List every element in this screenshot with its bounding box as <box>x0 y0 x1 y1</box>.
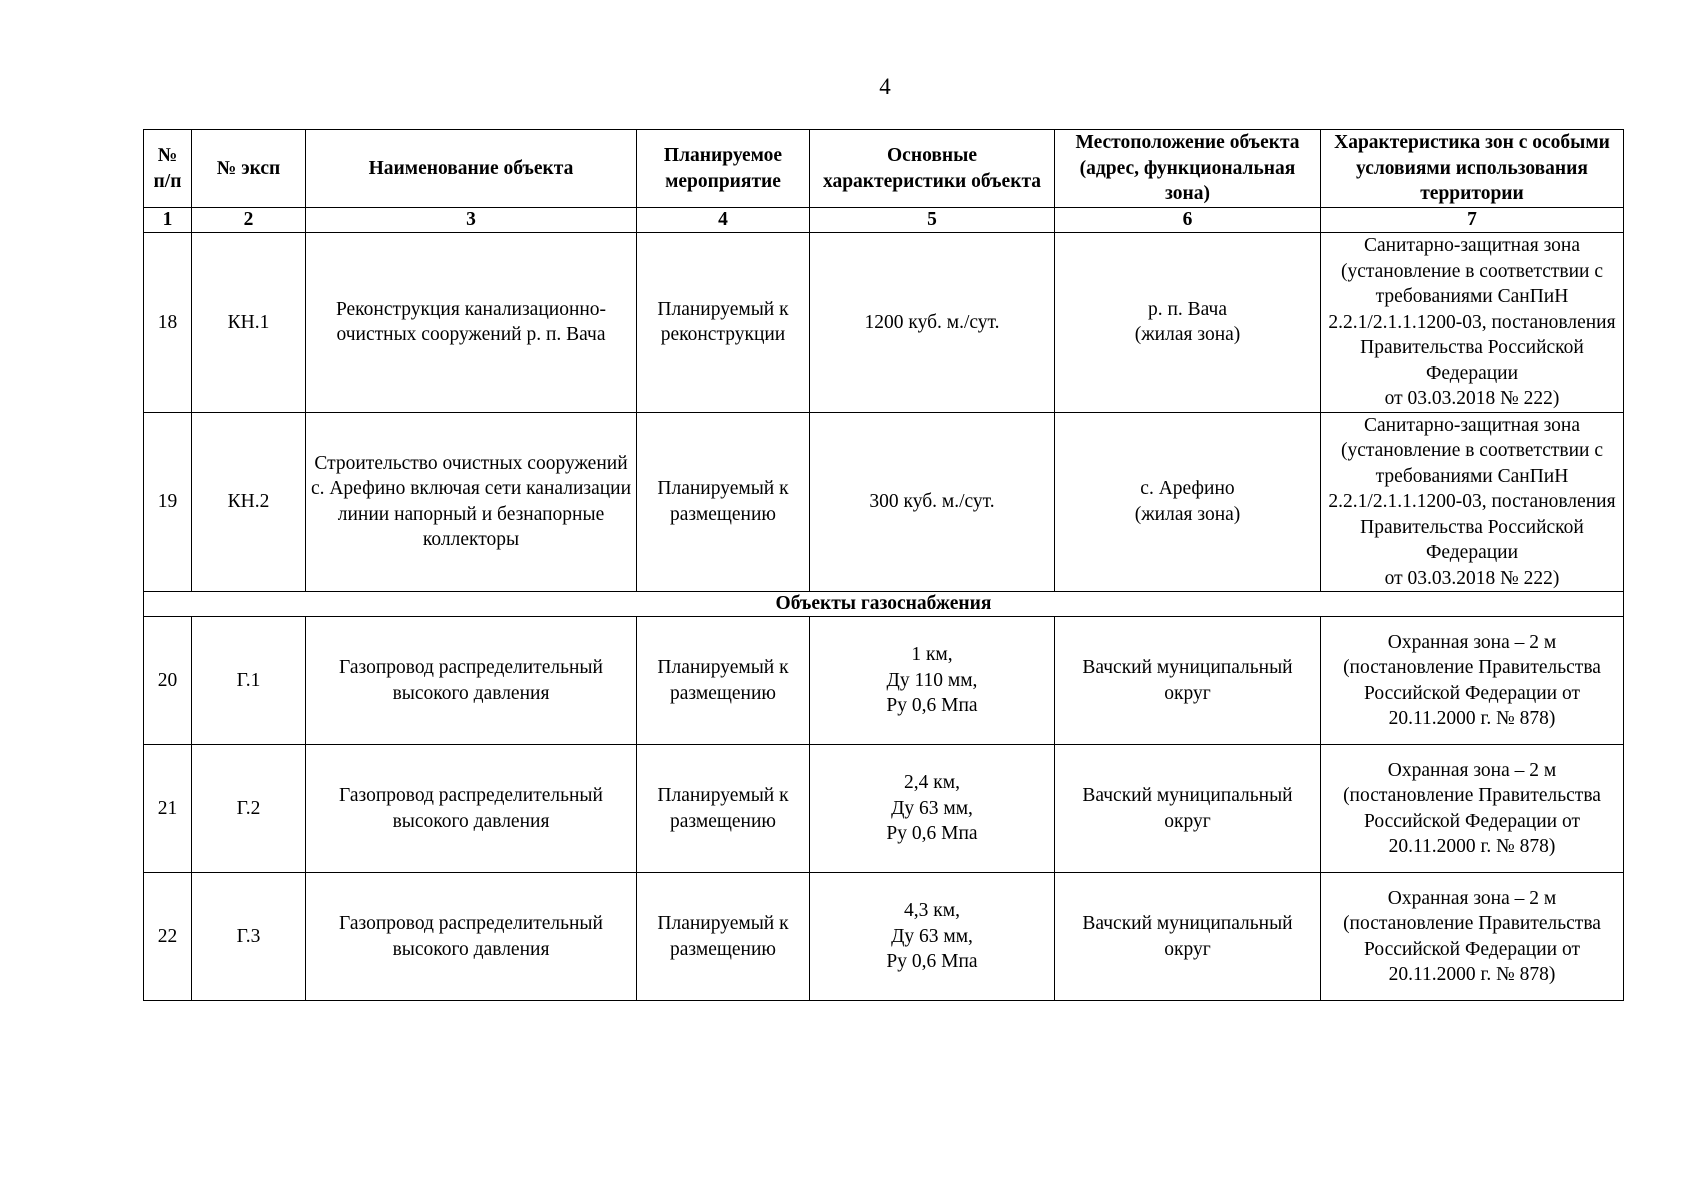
row-zones: Санитарно-защитная зона (установление в соответствии с требованиями СанПиН 2.2.1/2.1.1.1200-03, постановления Правительства Российской Федерации от 03.03.2018 № 222) <box>1321 412 1624 592</box>
page-number: 4 <box>879 74 891 99</box>
row-num: 18 <box>144 233 192 413</box>
row-exp: Г.2 <box>192 745 306 873</box>
row-action: Планируемый к размещению <box>637 412 810 592</box>
row-exp: Г.3 <box>192 873 306 1001</box>
row-exp: Г.1 <box>192 617 306 745</box>
row-name: Газопровод распределительный высокого давления <box>306 617 637 745</box>
row-name: Газопровод распределительный высокого давления <box>306 873 637 1001</box>
section-row <box>144 592 1624 617</box>
row-zones: Охранная зона – 2 м (постановление Правительства Российской Федерации от 20.11.2000 г. № 878) <box>1321 745 1624 873</box>
row-characteristics: 4,3 км, Ду 63 мм, Ру 0,6 Мпа <box>810 873 1055 1001</box>
row-exp: КН.2 <box>192 412 306 592</box>
row-characteristics: 300 куб. м./сут. <box>810 412 1055 592</box>
column-number: 1 <box>144 208 192 233</box>
column-number: 3 <box>306 208 637 233</box>
table-row <box>144 233 1624 413</box>
column-number: 6 <box>1055 208 1321 233</box>
table-row <box>144 745 1624 873</box>
objects-table <box>143 129 1624 1001</box>
header-zones: Характеристика зон с особыми условиями использования территории <box>1321 130 1624 208</box>
row-num: 22 <box>144 873 192 1001</box>
row-characteristics: 2,4 км, Ду 63 мм, Ру 0,6 Мпа <box>810 745 1055 873</box>
row-action: Планируемый к размещению <box>637 745 810 873</box>
column-number: 7 <box>1321 208 1624 233</box>
row-action: Планируемый к размещению <box>637 873 810 1001</box>
header-action: Планируемое мероприятие <box>637 130 810 208</box>
row-action: Планируемый к размещению <box>637 617 810 745</box>
row-location: Вачский муниципальный округ <box>1055 873 1321 1001</box>
row-zones: Охранная зона – 2 м (постановление Правительства Российской Федерации от 20.11.2000 г. № 878) <box>1321 873 1624 1001</box>
row-name: Строительство очистных сооружений с. Арефино включая сети канализации линии напорный и безнапорные коллекторы <box>306 412 637 592</box>
row-num: 20 <box>144 617 192 745</box>
header-characteristics: Основные характеристики объекта <box>810 130 1055 208</box>
row-location: Вачский муниципальный округ <box>1055 617 1321 745</box>
row-characteristics: 1200 куб. м./сут. <box>810 233 1055 413</box>
column-number: 4 <box>637 208 810 233</box>
header-exp: № эксп <box>192 130 306 208</box>
row-num: 21 <box>144 745 192 873</box>
table-row <box>144 617 1624 745</box>
header-row <box>144 130 1624 208</box>
row-location: р. п. Вача (жилая зона) <box>1055 233 1321 413</box>
row-location: с. Арефино (жилая зона) <box>1055 412 1321 592</box>
header-location: Местоположение объекта (адрес, функциональная зона) <box>1055 130 1321 208</box>
row-zones: Охранная зона – 2 м (постановление Правительства Российской Федерации от 20.11.2000 г. № 878) <box>1321 617 1624 745</box>
row-name: Газопровод распределительный высокого давления <box>306 745 637 873</box>
header-name: Наименование объекта <box>306 130 637 208</box>
row-exp: КН.1 <box>192 233 306 413</box>
header-num: № п/п <box>144 130 192 208</box>
column-number: 5 <box>810 208 1055 233</box>
row-characteristics: 1 км, Ду 110 мм, Ру 0,6 Мпа <box>810 617 1055 745</box>
row-action: Планируемый к реконструкции <box>637 233 810 413</box>
table-row <box>144 412 1624 592</box>
column-number-row <box>144 208 1624 233</box>
row-location: Вачский муниципальный округ <box>1055 745 1321 873</box>
table-row <box>144 873 1624 1001</box>
row-name: Реконструкция канализационно-очистных сооружений р. п. Вача <box>306 233 637 413</box>
section-title: Объекты газоснабжения <box>144 592 1624 617</box>
column-number: 2 <box>192 208 306 233</box>
row-num: 19 <box>144 412 192 592</box>
row-zones: Санитарно-защитная зона (установление в соответствии с требованиями СанПиН 2.2.1/2.1.1.1200-03, постановления Правительства Российской Федерации от 03.03.2018 № 222) <box>1321 233 1624 413</box>
